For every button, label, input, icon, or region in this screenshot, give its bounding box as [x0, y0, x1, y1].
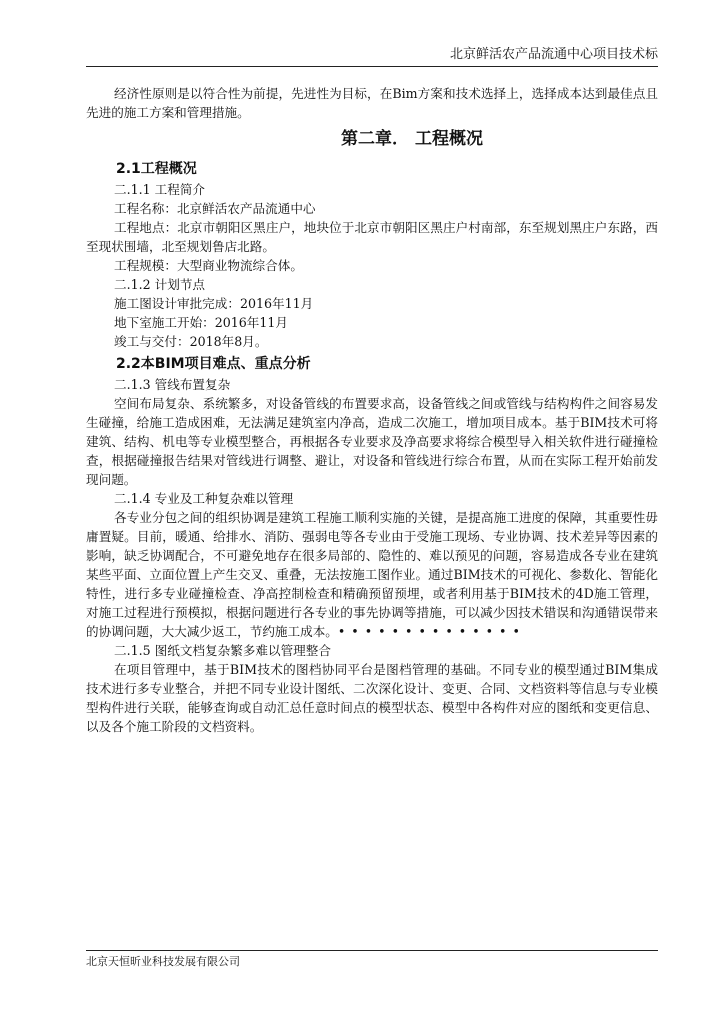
section-2-1-title: 2.1工程概况: [116, 161, 197, 177]
documents-paragraph: 在项目管理中，基于BIM技术的图档协同平台是图档管理的基础。不同专业的模型通过BIM集成技术进行多专业整合，并把不同专业设计图纸、二次深化设计、变更、合同、文档资料等信息与专业模型构件进行关联，能够查询或自动汇总任意时间点的模型状态、模型中各构件对应的图纸和变更信息、以及各个施工阶段的文档资料。: [86, 662, 658, 734]
project-location: 工程地点：北京市朝阳区黑庄户，地块位于北京市朝阳区黑庄户村南部，东至规划黑庄户东路，西至现状围墙，北至规划鲁店北路。: [86, 220, 658, 254]
dot-leader: • • • • • • • • • • • • • •: [337, 624, 521, 639]
subsection-2-1-4-title: 二.1.4 专业及工种复杂难以管理: [114, 491, 294, 506]
coordination-text: 各专业分包之间的组织协调是建筑工程施工顺利实施的关键，是提高施工进度的保障，其重要性毋庸置疑。目前，暖通、给排水、消防、强弱电等各专业由于受施工现场、专业协调、技术差异等因素的影响，缺乏协调配合，不可避免地存在很多局部的、隐性的、难以预见的问题，容易造成各专业在建筑某些平面、立面位置上产生交叉、重叠，无法按施工图作业。通过BIM技术的可视化、参数化、智能化特性，进行多专业碰撞检查、净高控制检查和精确预留预埋，或者利用基于BIM技术的4D施工管理，对施工过程进行预模拟，根据问题进行各专业的事先协调等措施，可以减少因技术错误和沟通错误带来的协调问题，大大减少返工，节约施工成本。: [86, 510, 658, 639]
coordination-paragraph: [86, 508, 658, 641]
subsection-2-1-2-title: 二.1.2 计划节点: [114, 277, 206, 292]
subsection-2-1-5-title: 二.1.5 图纸文档复杂繁多难以管理整合: [114, 643, 331, 658]
project-scale: 工程规模：大型商业物流综合体。: [114, 258, 303, 273]
intro-paragraph: 经济性原则是以符合性为前提，先进性为目标，在Bim方案和技术选择上，选择成本达到最佳点且先进的施工方案和管理措施。: [86, 86, 658, 120]
page-content: [86, 84, 658, 736]
milestone-completion: 竣工与交付：2018年8月。: [114, 334, 268, 349]
subsection-2-1-3-title: 二.1.3 管线布置复杂: [114, 377, 231, 392]
subsection-2-1-1-title: 二.1.1 工程简介: [114, 182, 206, 197]
chapter-title: 第二章． 工程概况: [341, 129, 483, 149]
project-name: 工程名称：北京鲜活农产品流通中心: [114, 201, 316, 216]
milestone-basement-start: 地下室施工开始：2016年11月: [114, 315, 289, 330]
page-footer: [86, 950, 658, 971]
section-2-2-title: 2.2本BIM项目难点、重点分析: [116, 356, 311, 372]
pipeline-paragraph: 空间布局复杂、系统繁多，对设备管线的布置要求高，设备管线之间或管线与结构构件之间容易发生碰撞，给施工造成困难，无法满足建筑室内净高，造成二次施工，增加项目成本。基于BIM技术可将建筑、结构、机电等专业模型整合，再根据各专业要求及净高要求将综合模型导入相关软件进行碰撞检查，根据碰撞报告结果对管线进行调整、避让，对设备和管线进行综合布置，从而在实际工程开始前发现问题。: [86, 396, 658, 487]
page-header: [86, 44, 658, 67]
milestone-design-approval: 施工图设计审批完成：2016年11月: [114, 296, 314, 311]
footer-company: 北京天恒昕业科技发展有限公司: [86, 955, 240, 968]
header-title: 北京鲜活农产品流通中心项目技术标: [449, 47, 658, 62]
